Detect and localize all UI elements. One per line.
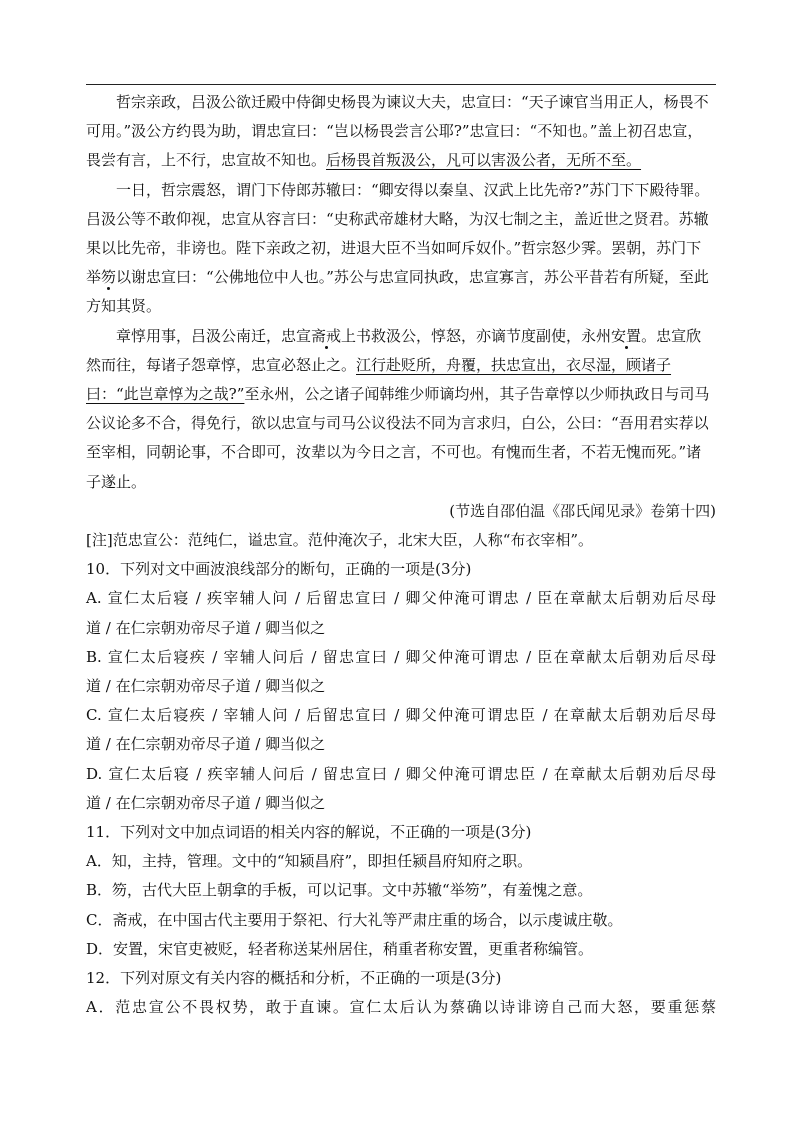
source-citation: (节选自邵伯温《邵氏闻见录》卷第十四) [449,501,716,520]
paragraph-text: 章惇用事，吕汲公南迁，忠宣 [116,326,312,345]
dotted-word: 笏 [101,268,117,287]
question-10-option-d-cont: 道 / 在仁宗朝劝帝尽子道 / 卿当似之 [86,793,326,812]
question-10-option-a-cont: 道 / 在仁宗朝劝帝尽子道 / 卿当似之 [86,618,326,637]
passage-paragraph-1 [86,88,716,176]
question-11-option-a: A．知，主持，管理。文中的“知颍昌府”，即担任颍昌府知府之职。 [86,852,533,871]
dotted-word: 安置 [611,326,642,345]
paragraph-text: 上书救汲公，惇怒，亦谪节度副使，永州 [341,326,612,345]
top-rule [86,84,716,85]
question-11-option-b: B．笏，古代大臣上朝拿的手板，可以记事。文中苏辙“举笏”，有羞愧之意。 [86,881,593,900]
underlined-sentence: 后杨畏首叛汲公，凡可以害汲公者，无所不至。 [326,151,642,170]
question-10-option-c-cont: 道 / 在仁宗朝劝帝尽子道 / 卿当似之 [86,735,326,754]
paragraph-text: 一日，哲宗震怒，谓门下侍郎苏辙曰：“卿安得以秦皇、汉武上比先帝?”苏门下下殿待罪。吕汲公等不敢仰视，忠宣从容言曰：“史称武帝雄材大略，为汉七制之主，盖近世之贤君。苏辙果以比先帝，非谤也。陛下亲政之初，进退大臣不当如呵斥奴仆。”哲宗怒少霁。罢朝，苏门下举 [86,180,710,287]
passage-paragraph-3 [86,322,716,497]
question-10-stem: 10．下列对文中画波浪线部分的断句，正确的一项是(3分) [86,560,472,579]
question-10-option-b-cont: 道 / 在仁宗朝劝帝尽子道 / 卿当似之 [86,677,326,696]
question-10-option-a: A. 宣仁太后寝 / 疾宰辅人问 / 后留忠宣曰 / 卿父仲淹可谓忠 / 臣在章献太后朝劝后尽母 [86,589,716,608]
question-11-option-c: C．斋戒，在中国古代主要用于祭祀、行大礼等严肃庄重的场合，以示虔诚庄敬。 [86,910,623,929]
question-11-option-d: D．安置，宋官吏被贬，轻者称送某州居住，稍重者称安置，更重者称编管。 [86,939,594,958]
paragraph-text: 哲宗亲政，吕汲公欲迁殿中侍御史杨畏为谏议大夫，忠宣曰：“天子谏官当用正人，杨畏不可用。”汲公方约畏为助，谓忠宣曰：“岂以杨畏尝言公耶?”忠宣曰：“不知也。”盖上初召忠宣，畏尝有言，上不行，忠宣故不知也。 [86,93,709,170]
document-content [86,88,716,1023]
underlined-sentence: 江行赴贬所，舟覆，扶忠宣出，衣尽湿，顾诸子曰：“此岂章惇为之哉?” [86,355,672,404]
question-10-option-c: C. 宣仁太后寝疾 / 宰辅人问 / 后留忠宣曰 / 卿父仲淹可谓忠臣 / 在章献太后朝劝后尽母 [86,706,716,725]
dotted-word: 斋戒 [311,326,342,345]
question-12-option-a: A．范忠宣公不畏权势，敢于直谏。宣仁太后认为蔡确以诗诽谤自己而大怒，要重惩蔡 [86,998,716,1017]
question-10-option-d: D. 宣仁太后寝 / 疾宰辅人问后 / 留忠宣曰 / 卿父仲淹可谓忠臣 / 在章献太后朝劝后尽母 [86,764,716,783]
question-10-option-b: B. 宣仁太后寝疾 / 宰辅人问后 / 留忠宣曰 / 卿父仲淹可谓忠 / 臣在章献太后朝劝后尽母 [86,647,716,666]
footnote: [注]范忠宣公：范纯仁，谥忠宣。范仲淹次子，北宋大臣，人称“布衣宰相”。 [86,531,594,550]
paragraph-text: 。忠宣欣然而往，每诸子怨章惇，忠宣必怒止之。 [86,326,702,374]
paragraph-text: 以谢忠宣曰：“公佛地位中人也。”苏公与忠宣同执政，忠宣寡言，苏公平昔若有所疑，至此方知其贤。 [86,268,709,316]
question-12-stem: 12．下列对原文有关内容的概括和分析，不正确的一项是(3分) [86,969,502,988]
paragraph-text: 至永州，公之诸子闻韩维少师谪均州，其子告章惇以少师执政日与司马公议论多不合，得免行，欲以忠宣与司马公议役法不同为言求归，白公，公曰：“吾用君实荐以至宰相，同朝论事，不合即可，汝辈以为今日之言，不可也。有愧而生者，不若无愧而死。”诸子遂止。 [86,385,710,491]
passage-paragraph-2 [86,176,716,322]
question-11-stem: 11．下列对文中加点词语的相关内容的解说，不正确的一项是(3分) [86,823,532,842]
